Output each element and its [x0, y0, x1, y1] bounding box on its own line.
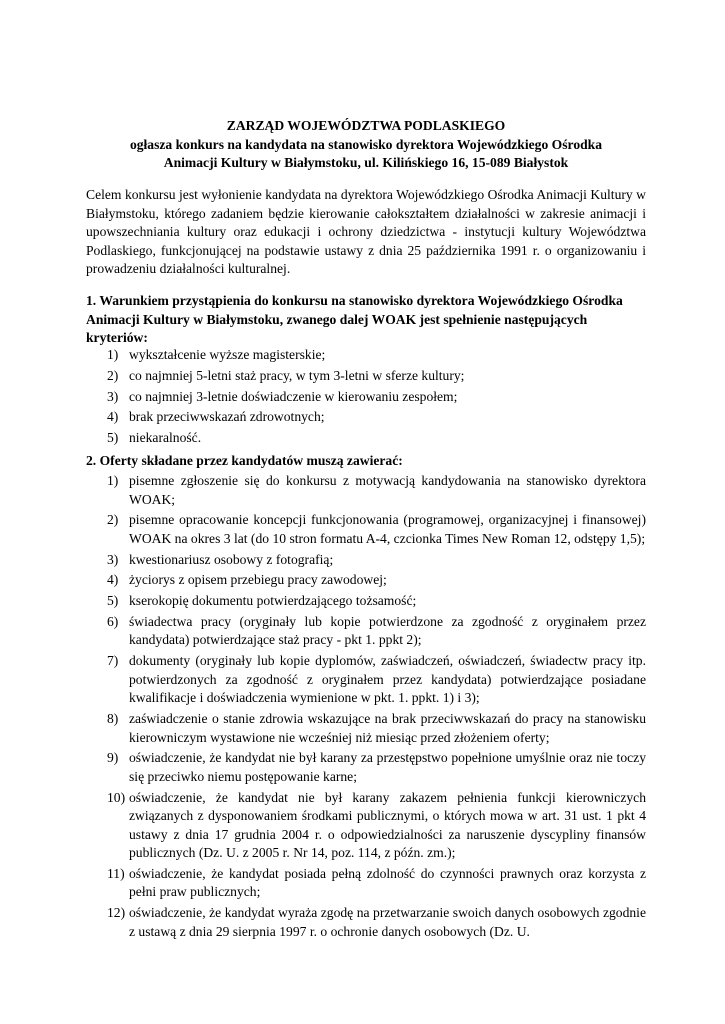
list-item: [107, 408, 646, 427]
header-subtitle-line2: Animacji Kultury w Białymstoku, ul. Kilińskiego 16, 15-089 Białystok: [163, 155, 569, 170]
list-item: [107, 710, 646, 747]
header-subtitle-line1: ogłasza konkurs na kandydata na stanowisko dyrektora Wojewódzkiego Ośrodka: [129, 136, 603, 152]
list-item: [107, 789, 646, 863]
list-item: [107, 865, 646, 902]
list-item: [107, 749, 646, 786]
item-number: 3): [107, 551, 119, 567]
item-number: 2): [107, 512, 119, 528]
list-item: [107, 388, 646, 407]
section2-heading: 2. Oferty składane przez kandydatów muszą zawierać:: [86, 453, 403, 468]
item-text: zaświadczenie o stanie zdrowia wskazujące na brak przeciwwskazań do pracy na stanowisku kierowniczym wystawione nie wcześniej niż miesiąc przed złożeniem oferty;: [129, 711, 646, 745]
item-text: oświadczenie, że kandydat nie był karany zakazem pełnienia funkcji kierowniczych związanych z dysponowaniem środkami publicznymi, o których mowa w art. 31 ust. 1 pkt 4 ustawy z dnia 17 grudnia 2004 r. o odpowiedzialności za naruszenie dyscypliny finansów publicznych (Dz. U. z 2005 r. Nr 14, poz. 114, z późn. zm.);: [129, 789, 646, 861]
item-text: kwestionariusz osobowy z fotografią;: [129, 551, 334, 567]
list-item: [107, 367, 646, 386]
item-number: 3): [107, 388, 119, 404]
list-item: [107, 592, 646, 611]
list-item: [107, 551, 646, 570]
item-number: 6): [107, 613, 119, 629]
item-number: 5): [107, 593, 119, 609]
item-text: brak przeciwwskazań zdrowotnych;: [129, 409, 325, 425]
list-item: [107, 652, 646, 708]
announcement-header: [86, 117, 646, 173]
item-text: świadectwa pracy (oryginały lub kopie potwierdzone za zgodność z oryginałem przez kandydata) potwierdzające staż pracy - pkt 1. ppkt 2);: [129, 613, 646, 648]
item-text: kserokopię dokumentu potwierdzającego tożsamość;: [129, 593, 417, 609]
header-title: ZARZĄD WOJEWÓDZTWA PODLASKIEGO: [226, 118, 506, 133]
item-text: dokumenty (oryginały lub kopie dyplomów, zaświadczeń, oświadczeń, świadectw pracy itp. potwierdzonych za zgodność z oryginałem przez kandydata) potwierdzające posiadane kwalifikacje i doświadczenia wymienione w pkt. 1. ppkt. 1) i 3);: [129, 653, 646, 706]
list-item: [107, 571, 646, 590]
list-item: [107, 429, 646, 448]
item-text: oświadczenie, że kandydat nie był karany za przestępstwo popełnione umyślnie oraz nie toczy się przeciwko niemu postępowanie karne;: [129, 750, 646, 784]
item-text: wykształcenie wyższe magisterskie;: [129, 347, 326, 362]
list-item: [107, 613, 646, 650]
item-text: oświadczenie, że kandydat wyraża zgodę na przetwarzanie swoich danych osobowych zgodnie z ustawą z dnia 29 sierpnia 1997 r. o ochronie danych osobowych (Dz. U.: [129, 905, 646, 939]
item-text: co najmniej 3-letnie doświadczenie w kierowaniu zespołem;: [129, 388, 458, 404]
item-text: życiorys z opisem przebiegu pracy zawodowej;: [129, 572, 387, 588]
item-text: oświadczenie, że kandydat posiada pełną zdolność do czynności prawnych oraz korzysta z pełni praw publicznych;: [129, 865, 646, 900]
item-number: 1): [107, 347, 119, 362]
item-number: 11): [107, 865, 125, 881]
list-item: [107, 511, 646, 548]
list-item: [107, 904, 646, 941]
item-text: pisemne zgłoszenie się do konkursu z motywacją kandydowania na stanowisko dyrektora WOAK;: [129, 473, 646, 507]
item-text: pisemne opracowanie koncepcji funkcjonowania (programowej, organizacyjnej i finansowej) WOAK na okres 3 lat (do 10 stron formatu A-4, czcionka Times New Roman 12, odstępy 1,5);: [129, 512, 646, 546]
section2-requirements-list: [107, 472, 646, 944]
list-item: [107, 472, 646, 509]
item-number: 2): [107, 367, 119, 383]
item-number: 1): [107, 473, 119, 488]
item-number: 4): [107, 572, 119, 588]
item-number: 9): [107, 750, 119, 766]
item-text: niekaralność.: [129, 430, 202, 446]
item-number: 7): [107, 653, 119, 669]
section1-criteria-list: [107, 346, 646, 450]
item-text: co najmniej 5-letni staż pracy, w tym 3-letni w sferze kultury;: [129, 367, 465, 383]
list-item: [107, 346, 646, 365]
item-number: 4): [107, 409, 119, 425]
item-number: 10): [107, 789, 126, 805]
item-number: 5): [107, 430, 119, 446]
intro-paragraph: Celem konkursu jest wyłonienie kandydata na dyrektora Wojewódzkiego Ośrodka Animacji Kultury w Białymstoku, którego zadaniem będzie kierowanie całokształtem działalności w zakresie animacji i upowszechniania kultury oraz edukacji i ochrony dziedzictwa - instytucji kultury Województwa Podlaskiego, funkcjonującej na podstawie ustawy z dnia 25 października 1991 r. o organizowaniu i prowadzeniu działalności kulturalnej.: [86, 187, 646, 276]
section1-heading: 1. Warunkiem przystąpienia do konkursu na stanowisko dyrektora Wojewódzkiego Ośrodka Animacji Kultury w Białymstoku, zwanego dalej WOAK jest spełnienie następujących kryteriów:: [86, 293, 623, 345]
item-number: 12): [107, 905, 126, 921]
item-number: 8): [107, 711, 119, 727]
